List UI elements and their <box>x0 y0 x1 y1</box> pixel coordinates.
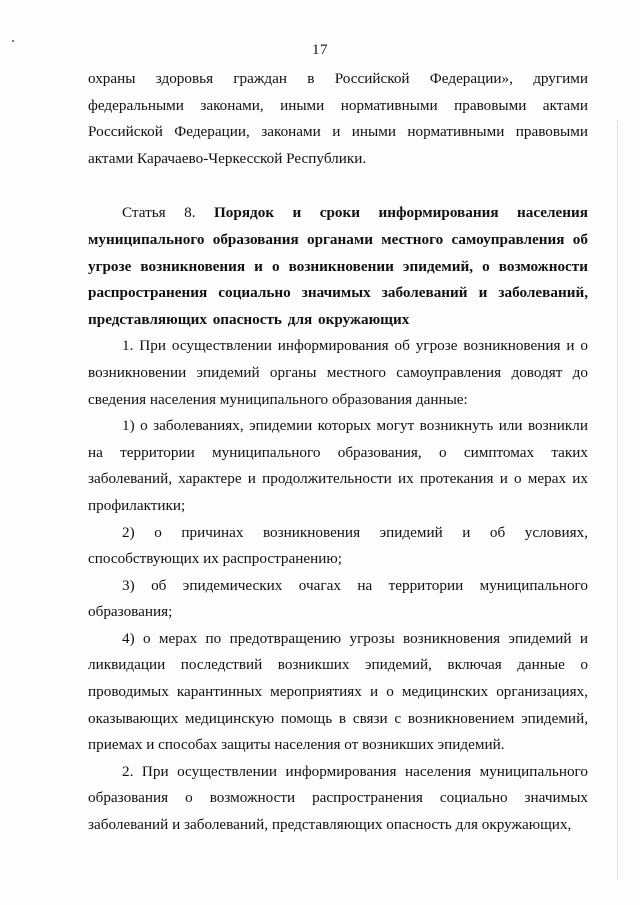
spacer <box>88 172 588 200</box>
document-body <box>88 66 588 839</box>
intro-paragraph: охраны здоровья граждан в Российской Федерации», другими федеральными законами, иными нормативными правовыми актами Российской Федерации, законами и иными нормативными правовыми актами Карачаево-Черкесской Республики. <box>88 70 588 167</box>
list-item-1: 1) о заболеваниях, эпидемии которых могут возникнуть или возникли на территории муниципального образования, о симптомах таких заболеваний, характере и продолжительности их протекания и о мерах их профилактики; <box>88 417 588 514</box>
paragraph-2: 2. При осуществлении информирования населения муниципального образования о возможности распространения социально значимых заболеваний и заболеваний, представляющих опасность для окружающих, <box>88 762 588 834</box>
paragraph-1: 1. При осуществлении информирования об угрозе возникновения и о возникновении эпидемий органы местного самоуправления доводят до сведения населения муниципального образования данные: <box>88 337 588 408</box>
list-item-4: 4) о мерах по предотвращению угрозы возникновения эпидемий и ликвидации последствий возникших эпидемий, включая данные о проводимых карантинных мероприятиях и о медицинских организациях, оказывающих медицинскую помощь в связи с возникновением эпидемий, приемах и способах защиты населения от возникших эпидемий. <box>88 629 588 754</box>
list-item-3: 3) об эпидемических очагах на территории муниципального образования; <box>88 576 588 621</box>
article-title: Порядок и сроки информирования населения муниципального образования органами местного самоуправления об угрозе возникновения и о возникновении эпидемий, о возможности распространения социально значимых заболеваний и заболеваний, представляющих опасность для окружающих <box>88 204 589 328</box>
article-heading <box>88 200 588 333</box>
page-number: 17 <box>312 42 328 58</box>
list-item-2: 2) о причинах возникновения эпидемий и об условиях, способствующих их распространению; <box>88 523 588 568</box>
scan-edge-line <box>616 120 618 880</box>
article-number: Статья 8. <box>122 204 196 222</box>
